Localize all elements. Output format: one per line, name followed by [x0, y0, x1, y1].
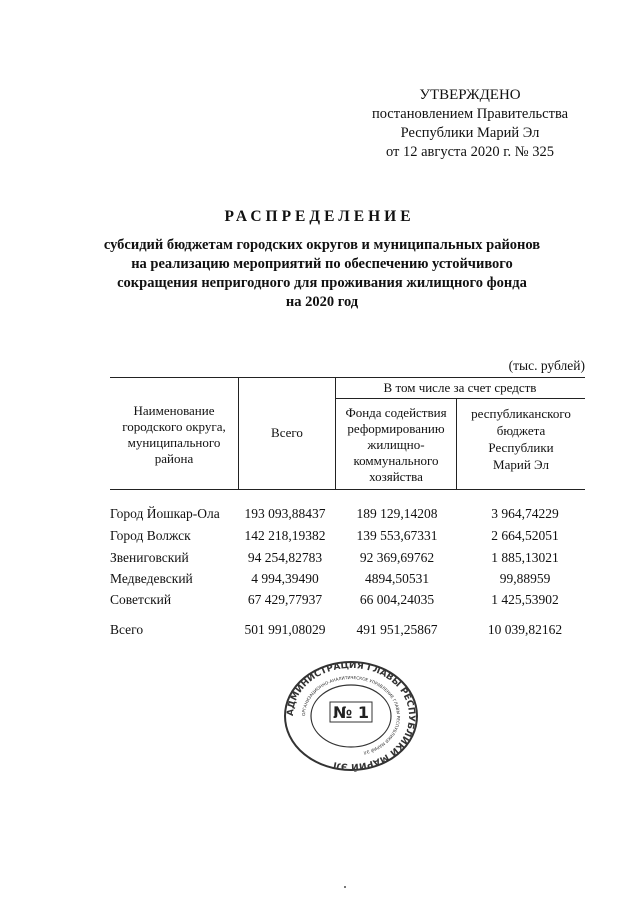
cell-republic: 2 664,52051	[491, 528, 559, 543]
units-label: (тыс. рублей)	[508, 358, 585, 373]
table-row	[110, 528, 590, 548]
cell-name: Всего	[110, 622, 144, 637]
cell-total: 193 093,88437	[244, 506, 326, 521]
cell-total: 67 429,77937	[247, 592, 323, 607]
header-total: Всего	[271, 425, 303, 440]
subtitle-line-2: на реализацию мероприятий по обеспечению устойчивого	[131, 256, 513, 272]
cell-name: Звениговский	[110, 550, 189, 565]
subtitle-line-4: на 2020 год	[285, 294, 359, 310]
document-subtitle	[90, 236, 554, 312]
cell-name: Медведевский	[110, 571, 193, 586]
approval-line-3: Республики Марий Эл	[400, 125, 540, 141]
header-group: В том числе за счет средств	[383, 380, 537, 395]
header-name: Наименование городского округа, муниципального района	[122, 403, 226, 466]
header-republic: республиканского бюджета Республики Марий Эл	[471, 406, 571, 472]
approval-line-4: от 12 августа 2020 г. № 325	[385, 144, 555, 160]
header-vline-3	[456, 398, 457, 489]
stamp-inner-text: ОРГАНИЗАЦИОННО-АНАЛИТИЧЕСКОЕ УПРАВЛЕНИЕ ГЛАВЫ РЕСПУБЛИКИ МАРИЙ ЭЛ	[300, 674, 402, 756]
subtitle-line-1: субсидий бюджетам городских округов и муниципальных районов	[103, 237, 541, 253]
header-bottom-line	[110, 489, 585, 490]
cell-republic: 1 885,13021	[491, 550, 559, 565]
header-group-line	[335, 398, 585, 399]
cell-total: 501 991,08029	[244, 622, 326, 637]
approval-block	[340, 86, 600, 162]
cell-fund: 92 369,69762	[359, 550, 435, 565]
cell-name: Город Йошкар-Ола	[110, 506, 220, 521]
official-stamp	[283, 660, 419, 772]
subtitle-line-3: сокращения непригодного для проживания жилищного фонда	[117, 275, 527, 291]
header-top-line	[110, 377, 585, 378]
cell-fund: 491 951,25867	[356, 622, 438, 637]
cell-total: 4 994,39490	[251, 571, 319, 586]
stamp-outer-text: АДМИНИСТРАЦИЯ ГЛАВЫ РЕСПУБЛИКИ МАРИЙ ЭЛ	[285, 660, 417, 772]
cell-republic: 1 425,53902	[491, 592, 559, 607]
cell-total: 94 254,82783	[247, 550, 323, 565]
table-row	[110, 592, 590, 612]
table-row	[110, 506, 590, 526]
cell-name: Советский	[110, 592, 172, 607]
table-row	[110, 571, 590, 591]
header-vline-2	[335, 377, 336, 489]
cell-name: Город Волжск	[110, 528, 191, 543]
cell-republic: 3 964,74229	[491, 506, 559, 521]
cell-fund: 139 553,67331	[356, 528, 438, 543]
cell-fund: 66 004,24035	[359, 592, 435, 607]
header-fund: Фонда содействия реформированию жилищно- коммунального хозяйства	[345, 405, 447, 484]
cell-republic: 99,88959	[499, 571, 551, 586]
stamp-number: № 1	[333, 703, 369, 722]
approval-line-2: постановлением Правительства	[371, 106, 569, 122]
scan-speck	[344, 886, 346, 888]
table-row	[110, 550, 590, 570]
cell-fund: 189 129,14208	[356, 506, 438, 521]
cell-republic: 10 039,82162	[487, 622, 563, 637]
document-title: РАСПРЕДЕЛЕНИЕ	[224, 208, 415, 225]
cell-total: 142 218,19382	[244, 528, 326, 543]
approval-line-1: УТВЕРЖДЕНО	[419, 87, 521, 103]
header-vline-1	[238, 377, 239, 489]
table-total-row	[110, 622, 590, 642]
cell-fund: 4894,50531	[364, 571, 430, 586]
